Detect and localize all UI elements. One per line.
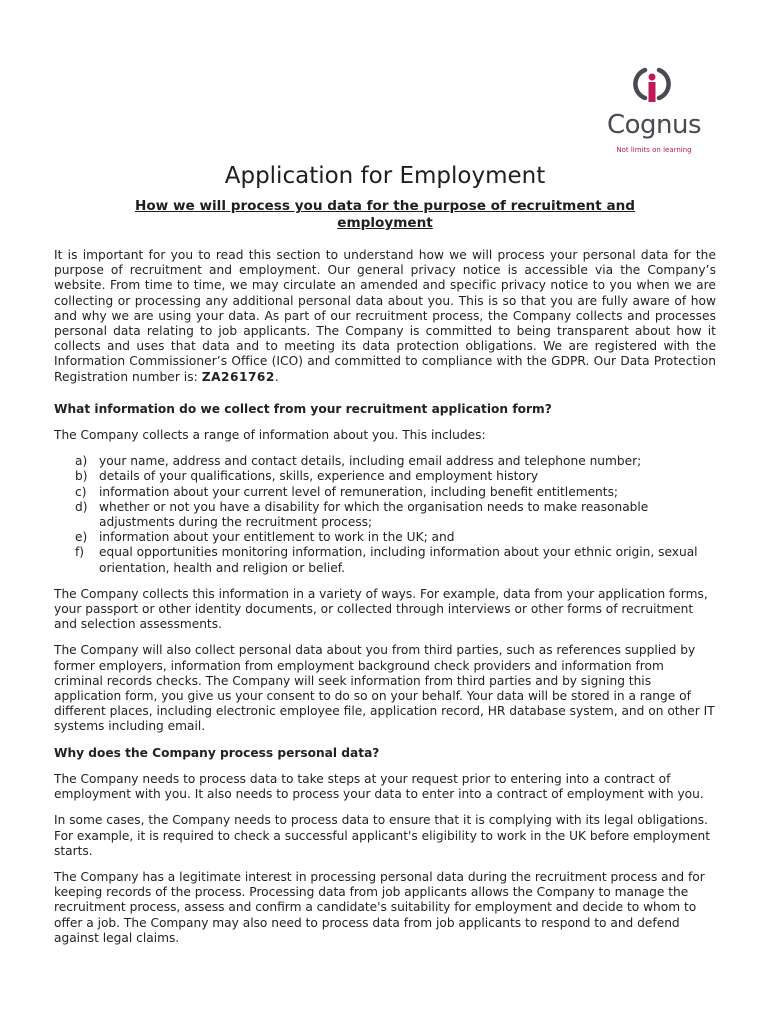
list-item-text: information about your entitlement to work in the UK; and <box>99 530 455 545</box>
list-item <box>54 500 716 530</box>
page-title: Application for Employment <box>224 163 546 189</box>
document-body <box>54 248 716 946</box>
list-item <box>54 454 716 469</box>
list-marker: d) <box>75 499 88 514</box>
cognus-logo-icon <box>632 66 672 104</box>
list-marker: f) <box>75 545 85 560</box>
list-marker: b) <box>75 469 88 484</box>
intro-text: It is important for you to read this section to understand how we will process your personal data for the purpose of recruitment and employment. Our general privacy notice is accessible via the Company’s website. From time to time, we may circulate an amended and specific privacy notice to you when we are collecting or processing any additional personal data about you. This is so that you are fully aware of how and why we are using your data. As part of our recruitment process, the Company collects and processes personal data relating to job applicants. The Company is committed to being transparent about how it collects and uses that data and to meeting its data protection obligations. We are registered with the Information Commissioner’s Office (ICO) and committed to compliance with the GDPR. Our Data Protection Registration number is: <box>54 248 716 384</box>
section2-paragraph: The Company has a legitimate interest in processing personal data during the recruitment process and for keeping records of the process. Processing data from job applicants allows the Company to manage the recruitment process, assess and confirm a candidate's suitability for employment and decide to whom to offer a job. The Company may also need to process data from job applicants to respond to and defend against legal claims. <box>54 869 705 945</box>
section-heading-why: Why does the Company process personal data? <box>54 745 380 760</box>
section2-paragraph: In some cases, the Company needs to process data to ensure that it is complying with its legal obligations. For example, it is required to check a successful applicant's eligibility to work in the UK before employment starts. <box>54 813 711 858</box>
section1-paragraph: The Company will also collect personal data about you from third parties, such as references supplied by former employers, information from employment background check providers and information from criminal records checks. The Company will seek information from third parties and by signing this application form, you give us your consent to do so on your behalf. Your data will be stored in a range of different places, including electronic employee file, application record, HR database system, and on other IT systems including email. <box>54 643 715 734</box>
list-item-text: whether or not you have a disability for which the organisation needs to make reasonable adjustments during the recruitment process; <box>99 499 649 530</box>
section1-lead: The Company collects a range of information about you. This includes: <box>54 428 486 443</box>
list-item <box>54 469 716 484</box>
list-item-text: information about your current level of remuneration, including benefit entitlements; <box>99 484 619 499</box>
list-item-text: your name, address and contact details, including email address and telephone number; <box>99 454 642 469</box>
list-item <box>54 530 716 545</box>
section-heading-information: What information do we collect from your recruitment application form? <box>54 401 552 416</box>
list-marker: e) <box>75 530 88 545</box>
logo-wordmark: Cognus <box>606 110 702 140</box>
company-logo <box>596 62 712 158</box>
registration-number: ZA261762 <box>201 369 275 384</box>
logo-tagline: Not limits on learning <box>616 146 692 154</box>
list-item <box>54 485 716 500</box>
list-marker: c) <box>75 484 87 499</box>
list-marker: a) <box>75 454 88 469</box>
list-item-text: details of your qualifications, skills, experience and employment history <box>99 469 539 484</box>
section2-paragraph: The Company needs to process data to take steps at your request prior to entering into a contract of employment with you. It also needs to process your data to enter into a contract of employment with you. <box>54 771 704 802</box>
intro-paragraph <box>54 248 716 385</box>
information-list <box>54 454 716 576</box>
list-item-text: equal opportunities monitoring information, including information about your ethnic origin, sexual orientation, health and religion or belief. <box>99 545 698 575</box>
page-subtitle: How we will process you data for the purpose of recruitment and employment <box>134 198 636 231</box>
section1-paragraph: The Company collects this information in a variety of ways. For example, data from your application forms, your passport or other identity documents, or collected through interviews or other forms of recruitment and selection assessments. <box>54 586 708 632</box>
intro-end: . <box>274 369 279 384</box>
list-item <box>54 545 716 575</box>
